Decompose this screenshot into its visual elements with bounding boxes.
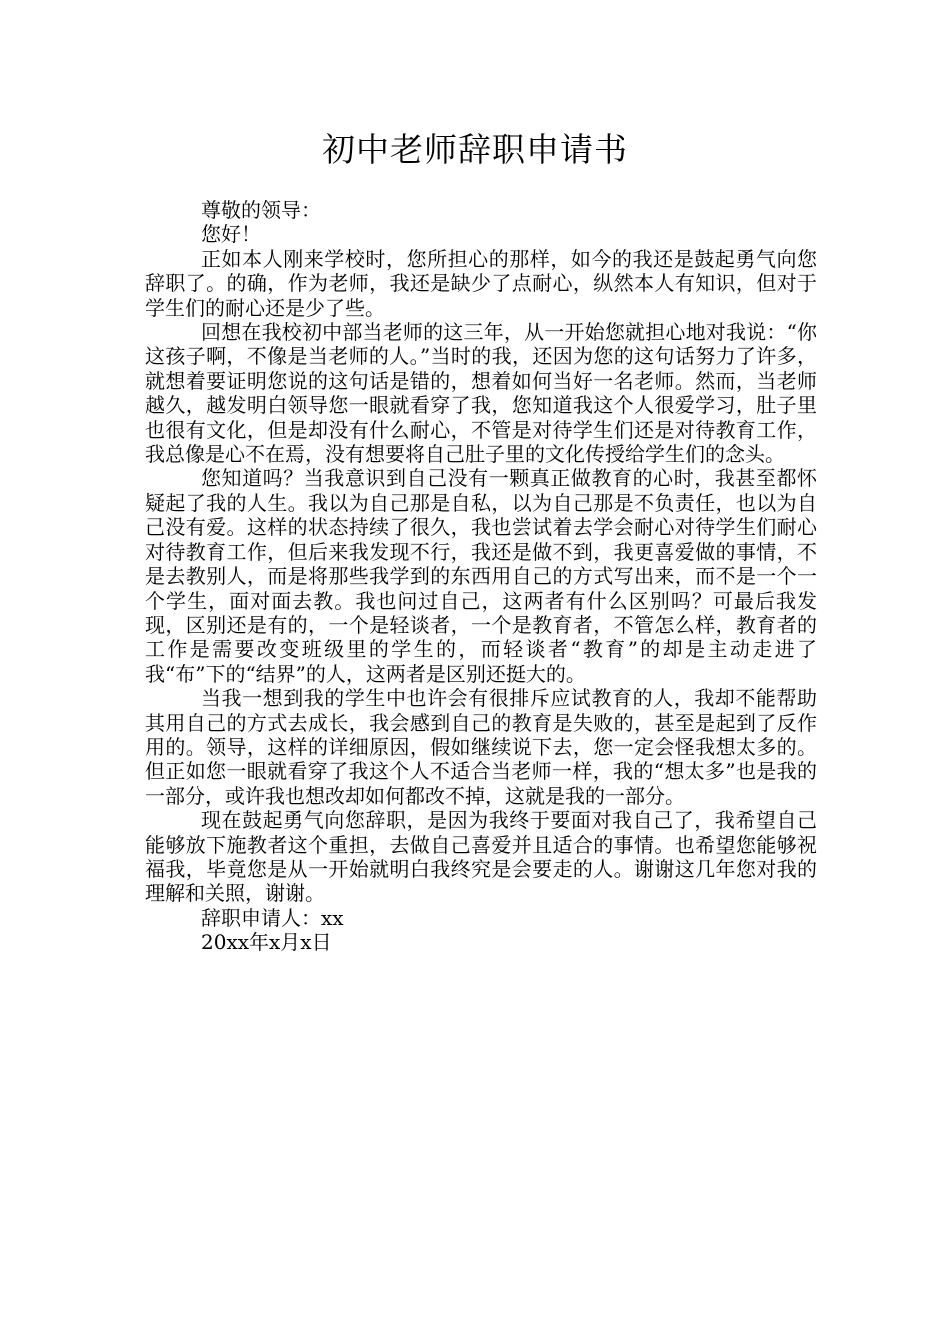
signature: 辞职申请人：xx bbox=[201, 905, 344, 930]
document-title: 初中老师辞职申请书 bbox=[322, 130, 628, 169]
paragraph-1: 正如本人刚来学校时，您所担心的那样，如今的我还是鼓起勇气向您辞职了。的确，作为老师，我还是缺少了点耐心，纵然本人有知识，但对于学生们的耐心还是少了些。 bbox=[145, 246, 817, 320]
salutation: 尊敬的领导： bbox=[201, 198, 321, 222]
paragraph-5: 现在鼓起勇气向您辞职，是因为我终于要面对我自己了，我希望自己能够放下施教者这个重担，去做自己喜爱并且适合的事情。也希望您能够祝福我，毕竟您是从一开始就明白我终究是会要走的人。谢谢这几年您对我的理解和关照，谢谢。 bbox=[145, 808, 817, 906]
paragraph-3: 您知道吗？当我意识到自己没有一颗真正做教育的心时，我甚至都怀疑起了我的人生。我以为自己那是自私，以为自己那是不负责任，也以为自己没有爱。这样的状态持续了很久，我也尝试着去学会耐心对待学生们耐心对待教育工作，但后来我发现不行，我还是做不到，我更喜爱做的事情，不是去教别人，而是将那些我学到的东西用自己的方式写出来，而不是一个一个学生，面对面去教。我也问过自己，这两者有什么区别吗？可最后我发现，区别还是有的，一个是轻谈者，一个是教育者，不管怎么样，教育者的工作是需要改变班级里的学生的，而轻谈者“教育”的却是主动走进了我“布”下的“结界”的人，这两者是区别还挺大的。 bbox=[145, 466, 817, 686]
document-body bbox=[145, 198, 817, 955]
date: 20xx年x月x日 bbox=[201, 930, 332, 955]
greeting: 您好！ bbox=[201, 222, 261, 247]
paragraph-4: 当我一想到我的学生中也许会有很排斥应试教育的人，我却不能帮助其用自己的方式去成长，我会感到自己的教育是失败的，甚至是起到了反作用的。领导，这样的详细原因，假如继续说下去，您一定会怪我想太多的。但正如您一眼就看穿了我这个人不适合当老师一样，我的“想太多”也是我的一部分，或许我也想改却如何都改不掉，这就是我的一部分。 bbox=[145, 686, 817, 808]
paragraph-2: 回想在我校初中部当老师的这三年，从一开始您就担心地对我说：“你这孩子啊，不像是当老师的人。”当时的我，还因为您的这句话努力了许多，就想着要证明您说的这句话是错的，想着如何当好一名老师。然而，当老师越久，越发明白领导您一眼就看穿了我，您知道我这个人很爱学习，肚子里也很有文化，但是却没有什么耐心，不管是对待学生们还是对待教育工作，我总像是心不在焉，没有想要将自己肚子里的文化传授给学生们的念头。 bbox=[145, 320, 817, 467]
